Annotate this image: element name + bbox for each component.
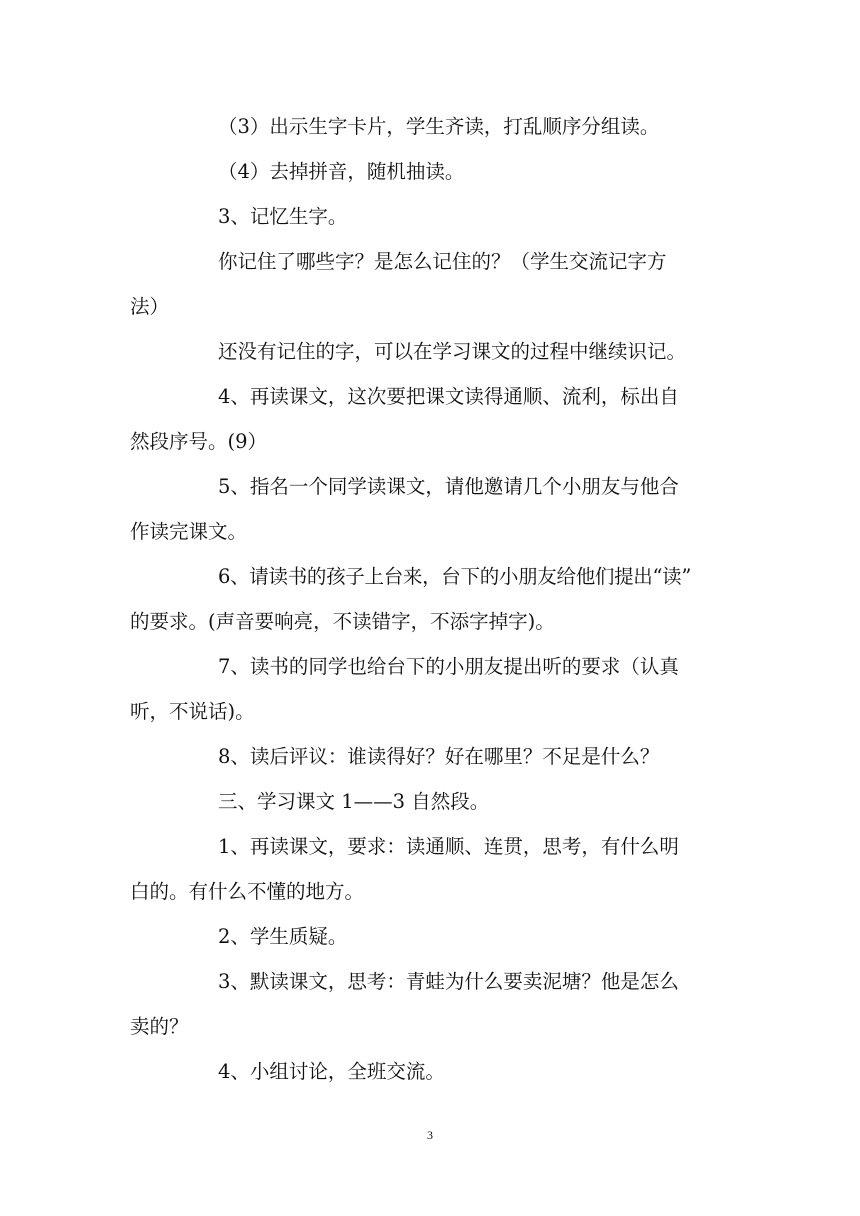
- paragraph: [130, 149, 730, 194]
- text-line: （4）去掉拼音，随机抽读。: [218, 160, 465, 183]
- page-number: 3: [427, 1128, 433, 1142]
- paragraph: [130, 464, 730, 554]
- text-line: 3、记忆生字。: [218, 205, 348, 228]
- text-line: 7、读书的同学也给台下的小朋友提出听的要求（认真: [218, 655, 679, 678]
- text-line: 5、指名一个同学读课文，请他邀请几个小朋友与他合: [218, 475, 679, 498]
- paragraph: [130, 239, 730, 329]
- text-line: 三、学习课文 1——3 自然段。: [218, 790, 490, 813]
- text-line: 2、学生质疑。: [218, 925, 348, 948]
- text-line: 然段序号。(9）: [130, 430, 268, 453]
- text-line: 6、请读书的孩子上台来，台下的小朋友给他们提出“读”: [218, 565, 692, 588]
- section-heading: [130, 779, 730, 824]
- text-line: 作读完课文。: [130, 520, 248, 543]
- paragraph: [130, 914, 730, 959]
- text-line: 法）: [130, 295, 170, 318]
- paragraph: [130, 824, 730, 914]
- text-line: 1、再读课文，要求：读通顺、连贯，思考，有什么明: [218, 835, 679, 858]
- text-line: （3）出示生字卡片，学生齐读，打乱顺序分组读。: [218, 115, 660, 138]
- text-line: 3、默读课文，思考：青蛙为什么要卖泥塘？他是怎么: [218, 970, 679, 993]
- paragraph: [130, 959, 730, 1049]
- text-line: 还没有记住的字，可以在学习课文的过程中继续识记。: [218, 340, 687, 363]
- text-line: 4、再读课文，这次要把课文读得通顺、流利，标出自: [218, 385, 679, 408]
- paragraph: [130, 104, 730, 149]
- text-line: 的要求。(声音要响亮，不读错字，不添字掉字)。: [130, 610, 555, 633]
- paragraph: [130, 329, 730, 374]
- paragraph: [130, 1049, 730, 1094]
- paragraph: [130, 554, 730, 644]
- text-line: 听，不说话)。: [130, 700, 255, 723]
- text-line: 8、读后评议：谁读得好？好在哪里？不足是什么？: [218, 745, 660, 768]
- paragraph: [130, 734, 730, 779]
- text-line: 白的。有什么不懂的地方。: [130, 880, 365, 903]
- text-line: 4、小组讨论，全班交流。: [218, 1060, 445, 1083]
- text-line: 你记住了哪些字？是怎么记住的？（学生交流记字方: [218, 250, 667, 273]
- paragraph: [130, 374, 730, 464]
- paragraph: [130, 194, 730, 239]
- text-line: 卖的？: [130, 1015, 189, 1038]
- paragraph: [130, 644, 730, 734]
